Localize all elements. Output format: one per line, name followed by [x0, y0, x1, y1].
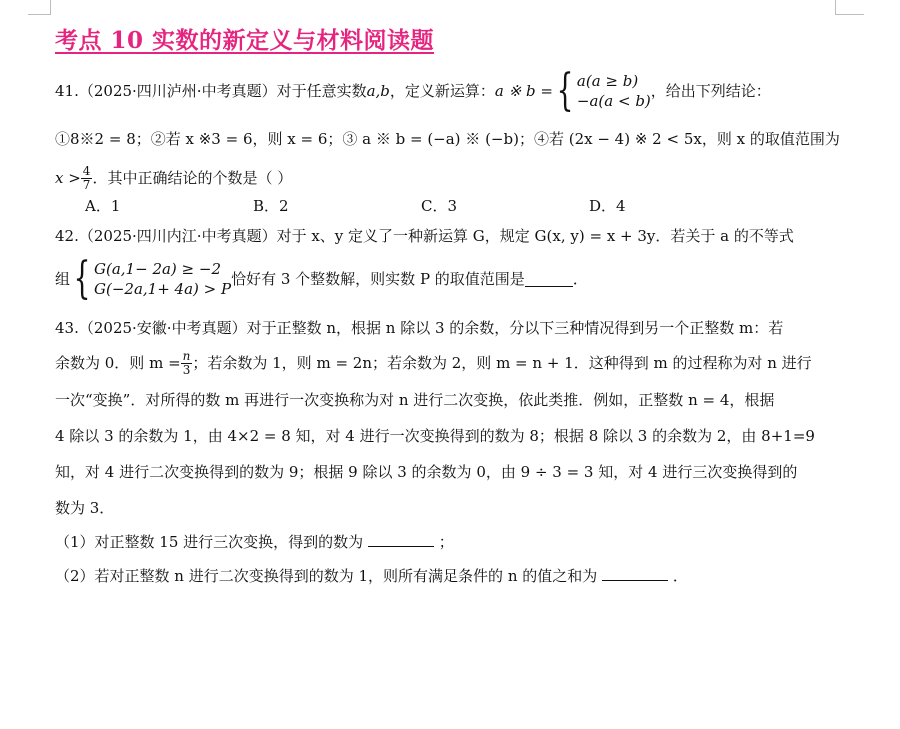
- q41-piecewise: { a(a ≥ b) −a(a < b): [556, 65, 651, 116]
- q43-line-2: 余数为 0．则 m = $\frac{n}{3}$ ；若余数为 1，则 m = 2n；若余数为 2，则 m = n + 1．这种得到 m 的过程称为对 n 进行: [55, 349, 812, 377]
- q41-line-2: ①8※2 = 8；②若 x ※3 = 6，则 x = 6；③ a ※ b = (−a) ※ (−b)；④若 (2x − 4) ※ 2 < 5x，则 x 的取值范围为: [55, 130, 840, 148]
- q43-subquestion-2: （2）若对正整数 n 进行二次变换得到的数为 1，则所有满足条件的 n 的值之和为 ．: [55, 567, 688, 586]
- answer-blank[interactable]: [525, 272, 573, 287]
- choice-d[interactable]: D．4: [589, 197, 626, 216]
- q43-line-3: 一次“变换”．对所得的数 m 再进行一次变换称为对 n 进行二次变换，依此类推．例如，正整数 n = 4，根据: [55, 391, 775, 410]
- q43-line-6: 数为 3．: [55, 499, 115, 518]
- q41-line-3: x > $\frac{4}{7}$ ．其中正确结论的个数是（ ）: [55, 164, 293, 192]
- q42-line-1: 42.（2025·四川内江·中考真题）对于 x、y 定义了一种新运算 G，规定 G(x, y) = x + 3y．若关于 a 的不等式: [55, 227, 794, 246]
- page-corner-mark-right: [835, 0, 864, 15]
- answer-blank[interactable]: [368, 532, 434, 547]
- question-42: [55, 224, 845, 304]
- q42-line-2: 组 { G(a,1− 2a) ≥ −2 G(−2a,1+ 4a) > P 恰好有 3 个整数解，则实数 P 的取值范围是 ．: [55, 253, 588, 305]
- answer-blank[interactable]: [602, 566, 668, 581]
- fraction-4-7: $\frac{4}{7}$: [82, 164, 91, 192]
- q41-line-1: 41.（2025·四川泸州·中考真题）对于任意实数 a,b ，定义新运算： a ※ b = { a(a ≥ b) −a(a < b) ，给出下列结论：: [55, 65, 771, 116]
- choice-a[interactable]: A．1: [85, 197, 121, 216]
- question-43: [55, 316, 845, 588]
- q43-subquestion-1: （1）对正整数 15 进行三次变换，得到的数为 ；: [55, 533, 454, 552]
- choice-c[interactable]: C．3: [421, 197, 458, 216]
- left-brace-icon: {: [556, 65, 574, 116]
- question-41: [55, 65, 845, 216]
- choice-b[interactable]: B．2: [253, 197, 289, 216]
- q43-line-4: 4 除以 3 的余数为 1，由 4×2 = 8 知，对 4 进行一次变换得到的数为 8；根据 8 除以 3 的余数为 2，由 8+1=9: [55, 427, 815, 446]
- page-title: 考点 10 实数的新定义与材料阅读题: [55, 27, 435, 54]
- q43-line-1: 43.（2025·安徽·中考真题）对于正整数 n，根据 n 除以 3 的余数，分以下三种情况得到另一个正整数 m：若: [55, 319, 784, 338]
- q42-inequality-system: { G(a,1− 2a) ≥ −2 G(−2a,1+ 4a) > P: [73, 253, 232, 305]
- fraction-n-3: $\frac{n}{3}$: [182, 349, 191, 377]
- page-corner-mark-left: [28, 0, 51, 15]
- q41-choices: [85, 195, 845, 216]
- document-page: [55, 22, 845, 588]
- q43-line-5: 知，对 4 进行二次变换得到的数为 9；根据 9 除以 3 的余数为 0，由 9 ÷ 3 = 3 知，对 4 进行三次变换得到的: [55, 463, 798, 482]
- left-brace-icon: {: [73, 253, 91, 305]
